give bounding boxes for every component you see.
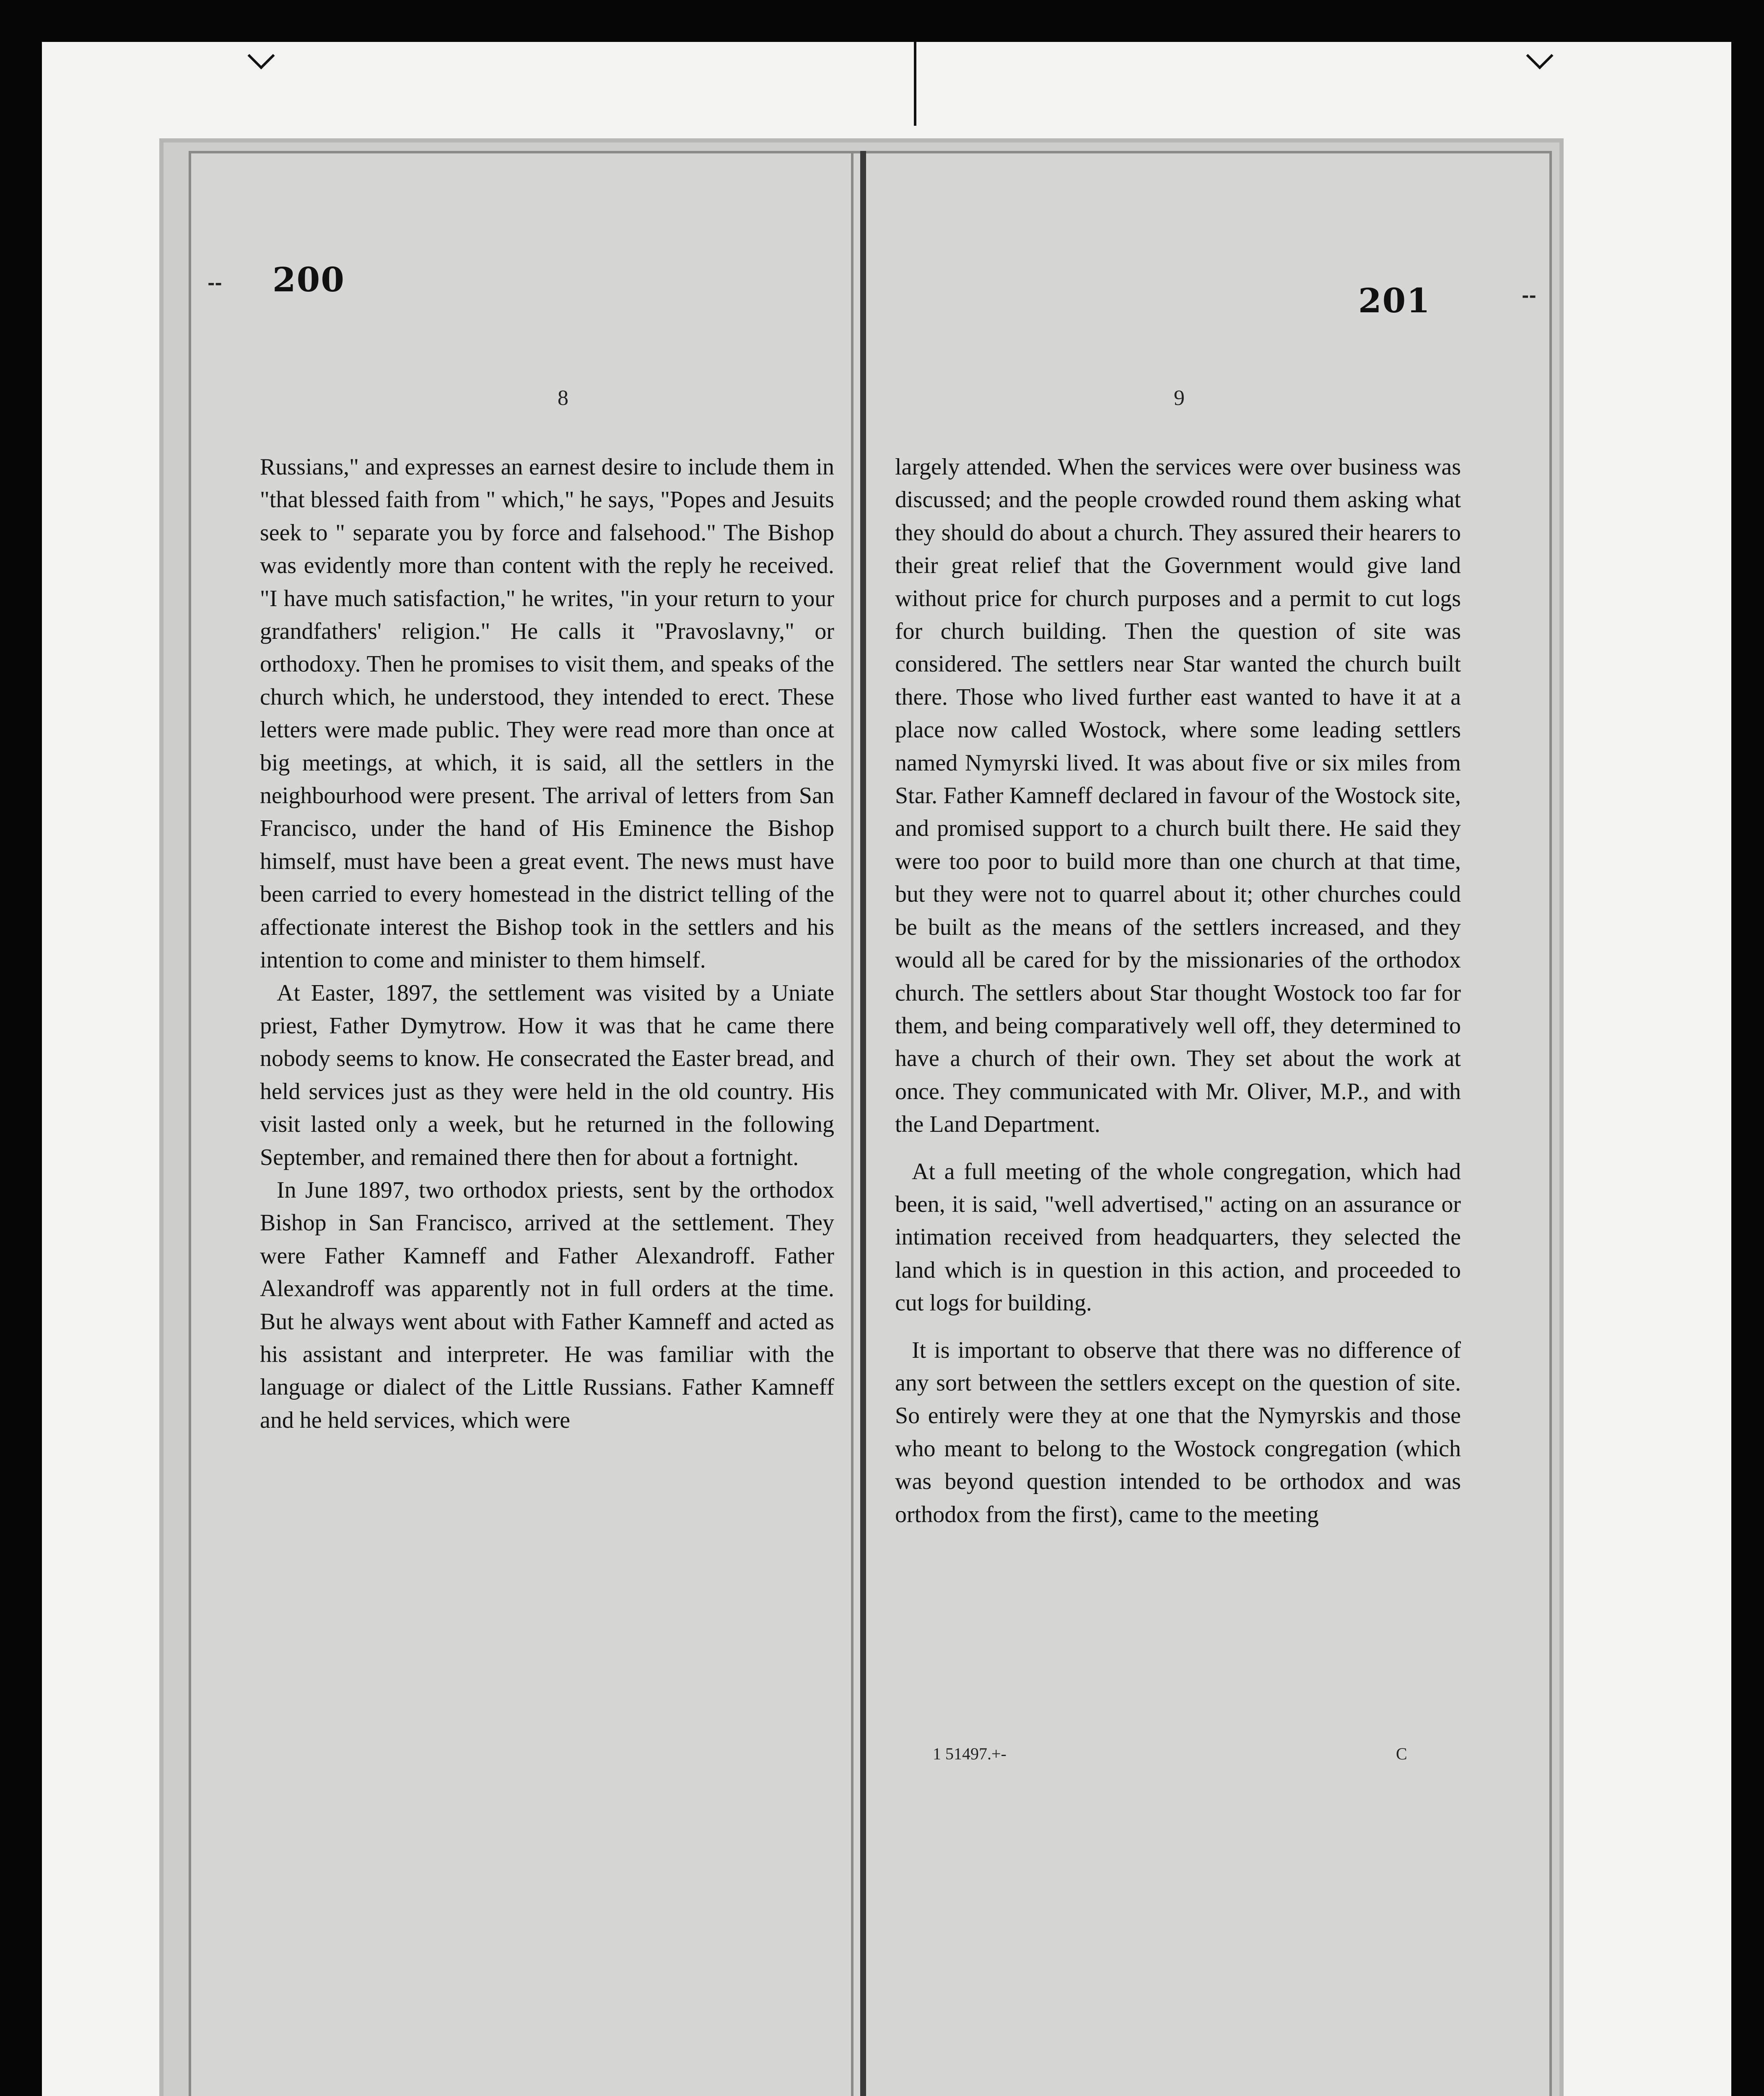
right-paragraph-2: At a full meeting of the whole congregation, which had been, it is said, "well advertised," acting on an assurance or intimation received from headquarters, they selected the land which is in question in this action, and proceeded to cut logs for building. xyxy=(895,1158,1461,1316)
right-paragraph-3: It is important to observe that there was no difference of any sort between the settlers except on the question of site. So entirely were they at one that the Nymyrskis and those who meant to belong to the Wostock congregation (which was beyond question intended to be orthodox and was orthodox from the first), came to the meeting xyxy=(895,1337,1461,1528)
right-paragraph-1: largely attended. When the services were over business was discussed; and the people crowded round them asking what they should do about a church. They assured their hearers to their great relief that the Government would give land without price for church purposes and a permit to cut logs for church building. Then the question of site was considered. The settlers near Star wanted the church built there. Those who lived further east wanted to have it at a place now called Wostock, where some leading settlers named Nymyrski lived. It was about five or six miles from Star. Father Kamneff declared in favour of the Wostock site, and promised support to a church built there. He said they were too poor to build more than one church at that time, but they were not to quarrel about it; other churches could be built as the means of the settlers increased, and they would all be cared for by the missionaries of the orthodox church. The settlers about Star thought Wostock too far for them, and being comparatively well off, they determined to have a church of their own. They set about the work at once. They communicated with Mr. Oliver, M.P., and with the Land Department. xyxy=(895,454,1461,1138)
right-folio-number: 201 xyxy=(1358,281,1431,320)
print-code: 1 51497.+- xyxy=(933,1744,1007,1763)
page-spine xyxy=(860,151,866,2096)
right-text-column xyxy=(895,451,1461,1531)
left-paragraph-1: Russians," and expresses an earnest desire to include them in "that blessed faith from " which," he says, "Popes and Jesuits seek to " separate you by force and falsehood." The Bishop was evidently more than content with the reply he received. "I have much satisfaction," he writes, "in your return to your grandfathers' religion." He calls it "Pravoslavny," or orthodoxy. Then he promises to visit them, and speaks of the church which, he understood, they intended to erect. These letters were made public. They were read more than once at big meetings, at which, it is said, all the settlers in the neighbourhood were present. The arrival of letters from San Francisco, under the hand of His Eminence the Bishop himself, must have been a great event. The news must have been carried to every homestead in the district telling of the affectionate interest the Bishop took in the settlers and his intention to come and minister to them himself. xyxy=(260,454,834,973)
right-page-number: 9 xyxy=(1174,386,1185,410)
left-text-column xyxy=(260,451,834,1437)
left-page-number: 8 xyxy=(558,386,568,410)
left-folio-mark: -- xyxy=(208,272,222,293)
right-folio-mark: -- xyxy=(1522,285,1536,306)
signature-mark: C xyxy=(1396,1744,1407,1763)
registration-line xyxy=(914,42,916,126)
left-folio-number: 200 xyxy=(272,260,345,299)
left-paragraph-3: In June 1897, two orthodox priests, sent by the orthodox Bishop in San Francisco, arrived at the settlement. They were Father Kamneff and Father Alexandroff. Father Alexandroff was apparently not in full orders at the time. But he always went about with Father Kamneff and acted as his assistant and interpreter. He was familiar with the language or dialect of the Little Russians. Father Kamneff and he held services, which were xyxy=(260,1177,834,1433)
left-paragraph-2: At Easter, 1897, the settlement was visited by a Uniate priest, Father Dymytrow. How it was that he came there nobody seems to know. He consecrated the Easter bread, and held services just as they were held in the old country. His visit lasted only a week, but he returned in the following September, and remained there then for about a fortnight. xyxy=(260,980,834,1170)
